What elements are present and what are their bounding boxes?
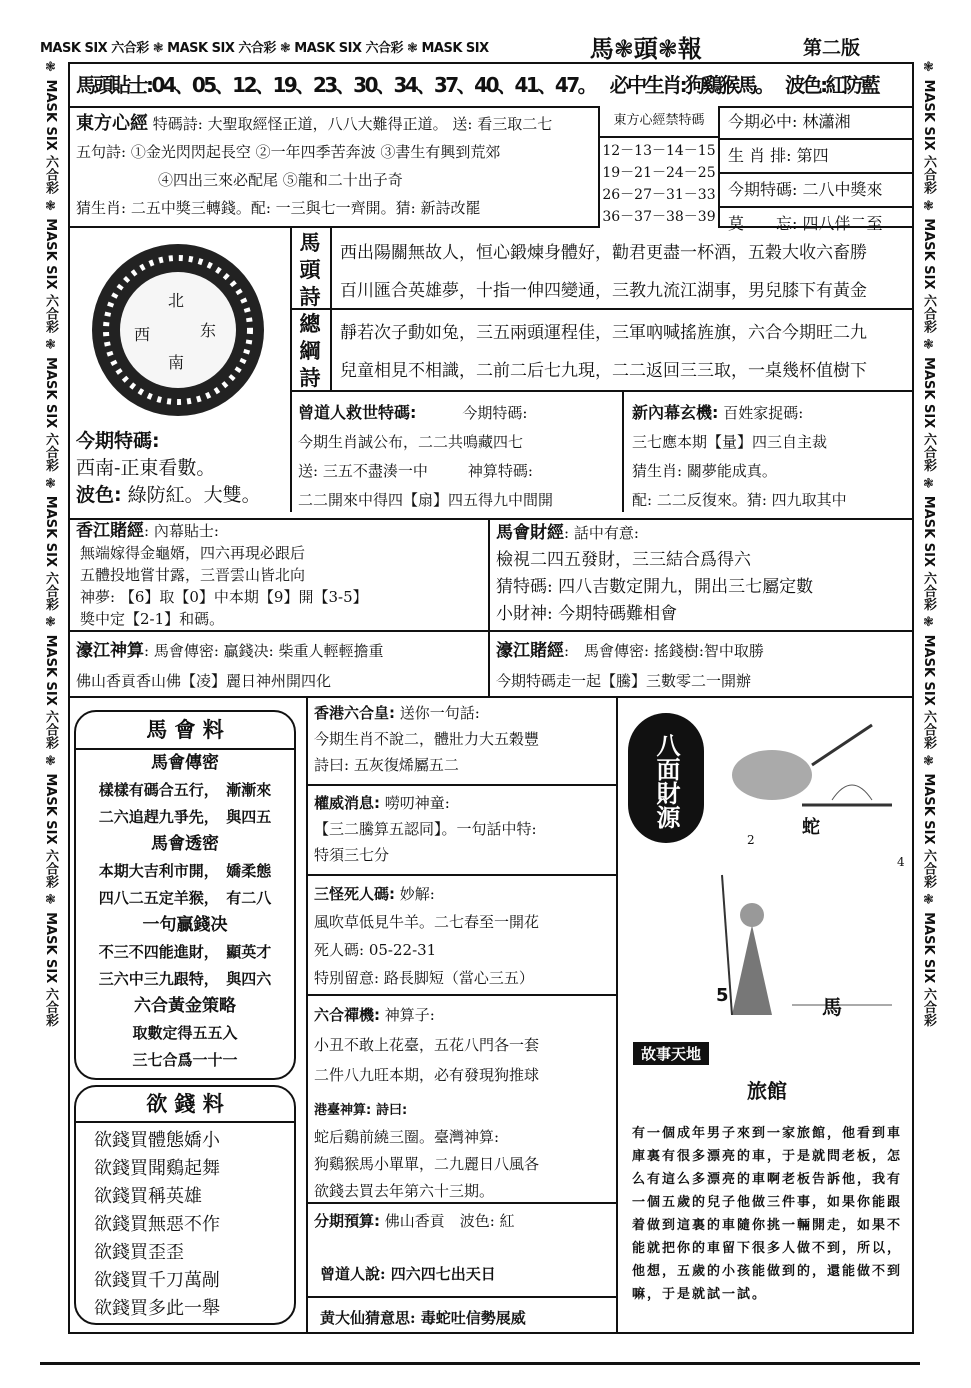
divider (68, 630, 914, 632)
zeng-section (298, 398, 553, 515)
huang-daxian (306, 1298, 616, 1342)
banned-row: 19－21－24－25 (602, 165, 716, 181)
mahui-heading: 一句贏錢决 (142, 915, 228, 935)
info-key: 莫 忘: (728, 214, 798, 233)
fortune-badge: 八面財源 (628, 713, 704, 843)
compass-south: 南 (168, 353, 185, 372)
yuqian-line: 欲錢買歪歪 (94, 1242, 184, 1263)
special-line: 西南-正東看數。 (76, 457, 216, 479)
zodiac-value: 狗鷄猴馬。 (685, 73, 773, 97)
poem-line: 靜若次子動如兔，三五兩頭運程佳，三軍吶喊搖旌旗，六合今期旺二九 (340, 323, 867, 343)
compass-wheel-icon (88, 240, 268, 420)
special-line: 綠防紅。大雙。 (127, 484, 261, 506)
inner-sub: 百姓家捉碼: (723, 404, 804, 422)
yuqian-line: 欲錢買稱英雄 (94, 1186, 202, 1207)
xiangjiang-line: 神夢: 【6】取【0】中本期【9】開【3-5】 (80, 588, 368, 606)
tips-row (76, 70, 908, 100)
header-row (40, 32, 920, 63)
tips-numbers: 04、05、12、19、23、30、34、37、40、41、47。 (151, 73, 596, 97)
zeng-says-label: 曾道人說: (320, 1265, 386, 1283)
yuqian-line: 欲錢買無惡不作 (94, 1214, 220, 1235)
zeng-sub: 今期特碼: (462, 404, 528, 422)
caijing-title: 馬會財經 (496, 523, 564, 543)
haojiang1-title: 濠江神算 (76, 641, 144, 661)
divider (68, 696, 914, 698)
band-text: MASK SIX 六合彩 ❃ MASK SIX 六合彩 ❃ MASK SIX 六合彩 ❃ MASK SIX (40, 40, 489, 56)
mid-line: 小丑不敢上花臺，五花八門各一套 (314, 1036, 540, 1054)
mid-line: 欲錢去買去年第六十三期。 (314, 1182, 495, 1200)
compass-west: 西 (134, 325, 151, 344)
haojiang-shensuan (76, 636, 383, 696)
num-label: 4 (897, 855, 905, 869)
divider (290, 392, 292, 512)
yuqian-line: 欲錢買聞鷄起舞 (94, 1158, 220, 1179)
mid-line: 蛇后鷄前繞三圈。臺灣神算: (314, 1128, 500, 1146)
mid-line: 二件八九旺本期，必有發現狗推球 (314, 1066, 540, 1084)
east-line: 特碼詩: 大聖取經怪正道，八八大難得正道。 送: 看三取二七 (152, 115, 553, 133)
mid-sub: 妙解: (399, 885, 435, 903)
mahui-box (74, 710, 296, 1080)
haojiang2-line: 今期特碼走一起【騰】三數零二一開辦 (496, 672, 752, 690)
mid-line: 狗鷄猴馬小單單，二九麗日八風各 (314, 1155, 540, 1173)
mahui-line: 本期大吉利市開， 嬌柔態 (98, 862, 272, 880)
haojiang1-line: 佛山香貢香山佛【凌】麗日神州開四化 (76, 672, 332, 690)
color-label: 波色: (785, 73, 826, 97)
mahui-line: 四八二五定羊猴， 有二八 (98, 889, 272, 907)
haojiang1-sub: : 馬會傳密: 贏錢决: 柴重人輕輕擔重 (144, 642, 384, 660)
banned-title: 東方心經禁特碼 (600, 106, 718, 138)
banned-row: 12－13－14－15 (602, 143, 716, 159)
mid-block (306, 700, 616, 786)
left-band: ❃ MASK SIX 六合彩 ❃ MASK SIX 六合彩 ❃ MASK SIX 六合彩 ❃ MASK SIX 六合彩 ❃ MASK SIX 六合彩 ❃ MASK SIX 六合彩 ❃ MASK SIX 六合彩 (43, 60, 58, 1027)
mid-line: 今期生肖不說二，體壯力大五穀豐 (314, 730, 540, 748)
mahui-line: 三七合爲一十一 (132, 1051, 238, 1069)
huang-text: 毒蛇吐信勢展威 (420, 1309, 526, 1327)
caijing-line: 小財神: 今期特碼難相會 (496, 604, 678, 624)
zeng-line: 今期生肖誠公布，二二共鳴藏四七 (298, 433, 524, 451)
mid-line: 風吹草低見牛羊。二七春至一開花 (314, 913, 540, 931)
mid-title: 港臺神算: (314, 1103, 372, 1118)
mahui-title: 馬 會 料 (76, 712, 294, 750)
mahui-heading: 馬會透密 (151, 834, 219, 854)
poem-line: 百川匯合英雄夢，十指一伸四變通，三教九流江湖事，男兒膝下有黃金 (340, 281, 867, 301)
east-line: ④四出三來必配尾 ⑤龍和二十出子奇 (158, 171, 403, 189)
mid-block (306, 876, 616, 996)
special-section (76, 428, 261, 509)
xiangjiang-line: 五體投地嘗甘露，三晋雲山皆北向 (80, 566, 306, 584)
mahui-line: 樣樣有碼合五行， 漸漸來 (98, 781, 272, 799)
mid-title: 分期預算: (314, 1212, 380, 1230)
huang-label: 黄大仙猜意思: (320, 1309, 416, 1327)
num-label: 5 (716, 985, 729, 1006)
zeng-line: 送: 三五不盡湊一中 (298, 462, 428, 480)
compass-image (88, 240, 268, 420)
mahui-line: 三六中三九跟特， 與四六 (98, 970, 272, 988)
east-line: 猜生肖: 二五中獎三轉錢。配: 一三與七一齊開。猜: 新詩改罷 (76, 199, 481, 217)
mid-title: 三怪死人碼: (314, 885, 395, 903)
mid-line: 詩曰: 五灰復烯屬五二 (314, 756, 459, 774)
mahui-heading: 馬會傳密 (151, 753, 219, 773)
yuqian-title: 欲 錢 料 (76, 1087, 294, 1123)
mid-line: 【三二騰算五認同】。一句話中特: (314, 820, 537, 838)
horse-label: 馬 (822, 995, 842, 1019)
story-text: 有一個成年男子來到一家旅館，他看到車庫裏有很多漂亮的車，于是就問老板，怎么有這么多漂亮的車啊老板告訴他，我有一個五歲的兒子他做三件事，如果你能跟着做到這裏的車隨你挑一輛開走，如果不能就把你的車留下很多人做不到，所以，他想，五歲的小孩能做到的，還能做不到嘛，于是就試一試。 (632, 1126, 903, 1302)
snake-label: 蛇 (802, 817, 820, 838)
poem-label: 馬頭詩 (299, 231, 321, 309)
haojiang2-sub: : 馬會傳密: 搖錢樹:智中取勝 (564, 642, 764, 660)
masthead-title: 馬❃頭❃報 (589, 34, 702, 63)
divider (330, 228, 332, 392)
banned-row: 26－27－31－33 (602, 187, 716, 203)
info-key: 生 肖 排: (728, 146, 792, 165)
east-section (76, 110, 552, 222)
mid-sub: 佛山香貢 波色: 紅 (384, 1212, 515, 1230)
yuqian-box (74, 1085, 296, 1325)
inner-title: 新內幕玄機: (632, 403, 719, 422)
xiangjiang-section (76, 520, 368, 630)
yuqian-line: 欲錢買體態嬌小 (94, 1130, 220, 1151)
poem-line: 兒童相見不相識，二前二后七九現，二二返回三三取，一桌幾杯值樹下 (340, 361, 867, 381)
info-key: 今期特碼: (728, 180, 798, 199)
banned-row: 36－37－38－39 (602, 209, 716, 225)
special-color-label: 波色: (76, 484, 122, 506)
east-line: 五句詩: ①金光閃閃起長空 ②一年四季苦奔波 ③書生有興到荒郊 (76, 143, 501, 161)
story-tag: 故事天地 (633, 1042, 709, 1065)
mid-line: 死人碼: 05-22-31 (314, 941, 437, 959)
color-value: 紅防藍 (825, 73, 879, 97)
info-row (720, 106, 914, 140)
info-row (720, 140, 914, 174)
mid-block (306, 1204, 616, 1254)
divider (616, 698, 618, 1334)
mid-sub: 送你一句話: (399, 704, 480, 722)
banned-table (598, 106, 720, 228)
mid-title: 權威消息: (314, 794, 380, 812)
mahui-line: 取數定得五五入 (132, 1024, 238, 1042)
compass-north: 北 (168, 291, 185, 310)
info-row (720, 174, 914, 208)
mid-title: 香港六合皇: (314, 704, 395, 722)
mid-block (306, 996, 616, 1096)
mid-block (306, 786, 616, 876)
divider (488, 518, 490, 698)
tips-label: 馬頭貼士: (76, 73, 152, 97)
info-value: 二八中獎來 (802, 180, 883, 199)
zeng-says (306, 1254, 616, 1298)
info-table (720, 106, 914, 240)
divider (622, 392, 624, 512)
haojiang2-title: 濠江賭經 (496, 641, 564, 661)
yuqian-line: 欲錢買千刀萬剮 (94, 1270, 220, 1291)
caijing-section (496, 520, 813, 628)
info-value: 第四 (796, 146, 829, 165)
compass-east: 东 (200, 321, 217, 340)
inner-line: 猜生肖: 關夢能成真。 (632, 462, 777, 480)
mahui-line: 二六追趕九爭先， 與四五 (98, 808, 272, 826)
yuqian-line: 欲錢買多此一舉 (94, 1298, 220, 1319)
right-band: ❃ MASK SIX 六合彩 ❃ MASK SIX 六合彩 ❃ MASK SIX 六合彩 ❃ MASK SIX 六合彩 ❃ MASK SIX 六合彩 ❃ MASK SIX 六合彩 ❃ MASK SIX 六合彩 (921, 60, 936, 1027)
mahui-line: 不三不四能進財， 顯英才 (98, 943, 272, 961)
caijing-sub: : 話中有意: (564, 524, 639, 542)
story-title: 旅館 (747, 1079, 787, 1103)
bottom-rule (40, 1362, 920, 1365)
info-value: 林瀟湘 (802, 112, 851, 131)
poem-line: 西出陽關無故人，恒心鍛煉身體好，勸君更盡一杯酒，五穀大收六畜勝 (340, 243, 867, 263)
xiangjiang-line: 獎中定【2-1】和碼。 (80, 610, 225, 628)
zodiac-label: 必中生肖: (609, 73, 686, 97)
poem-label: 總綱詩 (299, 312, 321, 390)
xiangjiang-line: 無端嫁得金龜婿，四六再現必跟后 (80, 544, 306, 562)
caijing-line: 檢視二四五發財，三三結合爲得六 (496, 550, 751, 570)
inner-section (632, 398, 847, 515)
mid-column (306, 700, 616, 1342)
mid-sub: 神算子: (384, 1006, 435, 1024)
inner-line: 三七應本期【量】四三自主裁 (632, 433, 828, 451)
mahui-heading: 六合黃金策略 (134, 996, 236, 1016)
mid-block (306, 1096, 616, 1204)
mid-line: 特須三七分 (314, 846, 390, 864)
mid-sub: 嘮叨神童: (384, 794, 450, 812)
info-value: 四八伴二至 (802, 214, 883, 233)
xiangjiang-sub: : 內幕貼士: (144, 522, 219, 540)
fortune-picture (622, 705, 912, 1025)
mid-title: 六合禪機: (314, 1006, 380, 1024)
edition-label: 第二版 (802, 36, 860, 59)
xiangjiang-title: 香江賭經 (76, 521, 144, 541)
haojiang-dujing (496, 636, 764, 696)
east-title: 東方心經 (76, 113, 148, 134)
num-label: 2 (747, 833, 755, 847)
zeng-title: 曾道人救世特碼: (298, 403, 417, 422)
inner-line: 配: 二二反復來。猜: 四九取其中 (632, 491, 847, 509)
poem-lines (340, 234, 867, 390)
zeng-sub: 神算特碼: (467, 462, 533, 480)
zeng-line: 二二開來中得四【扇】四五得九中間開 (298, 491, 554, 509)
caijing-line: 猜特碼: 四八吉數定開九，開出三七屬定數 (496, 577, 814, 597)
mid-sub: 詩曰: (375, 1103, 408, 1118)
info-key: 今期必中: (728, 112, 798, 131)
zeng-says-text: 四六四七出天日 (390, 1265, 496, 1283)
special-title: 今期特碼: (76, 430, 160, 452)
mid-line: 特別留意: 路長脚短（當心三五） (314, 969, 534, 987)
